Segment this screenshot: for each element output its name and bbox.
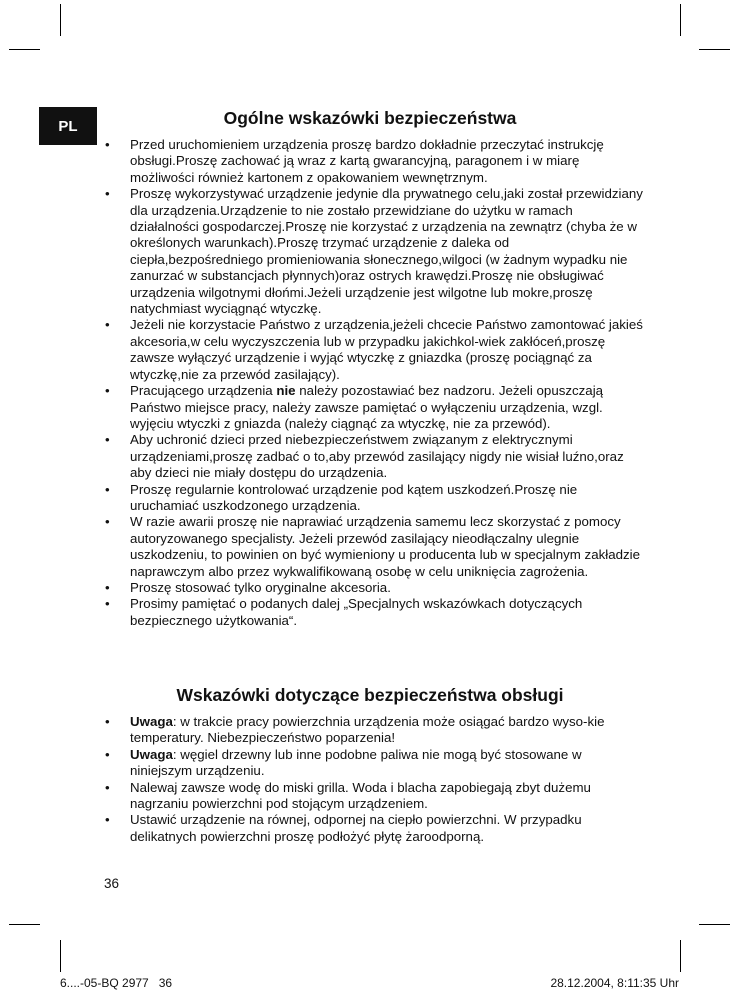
list-item xyxy=(104,317,644,383)
footer-timestamp: 28.12.2004, 8:11:35 Uhr xyxy=(550,976,679,990)
bullet-icon: • xyxy=(105,514,110,530)
bullet-icon: • xyxy=(105,812,110,828)
bullet-icon: • xyxy=(105,186,110,202)
list-item xyxy=(104,432,644,481)
bullet-icon: • xyxy=(105,714,110,729)
list-item-text: Proszę stosować tylko oryginalne akcesoria. xyxy=(130,579,391,595)
list-item xyxy=(104,383,644,432)
operating-safety-list xyxy=(104,714,644,845)
crop-mark xyxy=(699,49,730,50)
list-item-text: Aby uchronić dzieci przed niebezpieczeństwem związanym z elektrycznymi urządzeniami,proszę zadbać o to,aby przewód zasilający nigdy nie wisiał luźno,oraz aby dzieci nie miały dostępu do urządzenia. xyxy=(130,432,624,481)
bullet-icon: • xyxy=(105,432,110,448)
crop-mark xyxy=(60,4,61,36)
bullet-icon: • xyxy=(105,596,110,612)
crop-mark xyxy=(60,940,61,972)
bullet-icon: • xyxy=(105,779,110,795)
emphasis-text: nie xyxy=(276,383,296,399)
list-item xyxy=(104,514,644,580)
bullet-icon: • xyxy=(105,317,110,333)
section-title-general-safety: Ogólne wskazówki bezpieczeństwa xyxy=(223,108,517,128)
bullet-icon: • xyxy=(105,746,110,762)
crop-mark xyxy=(9,924,40,925)
crop-mark xyxy=(680,940,681,972)
section-title-operating-safety: Wskazówki dotyczące bezpieczeństwa obsługi xyxy=(176,685,564,705)
list-item xyxy=(104,714,644,747)
list-item-text: : w trakcie pracy powierzchnia urządzenia może osiągać bardzo wyso-kie temperatury. Niebezpieczeństwo poparzenia! xyxy=(130,714,605,746)
list-item-text: Ustawić urządzenie na równej, odpornej na ciepło powierzchni. W przypadku delikatnych powierzchni proszę podłożyć płytę żaroodporną. xyxy=(130,812,582,844)
emphasis-text: Uwaga xyxy=(130,746,173,762)
footer-job-id: 6....-05-BQ 2977 36 xyxy=(60,976,173,990)
language-tab: PL xyxy=(39,107,97,145)
list-item-text: Proszę regularnie kontrolować urządzenie pod kątem uszkodzeń.Proszę nie uruchamiać uszkodzonego urządzenia. xyxy=(130,481,578,513)
list-item-text: Proszę wykorzystywać urządzenie jedynie dla prywatnego celu,jaki został przewidziany dla urządzenia.Urządzenie to nie zostało przewidziane do użytku w ramach działalności gospodarczej.Proszę nie korzystać z urządzenia na zewnątrz (chyba że w określonych warunkach).Proszę trzymać urządzenie z daleka od ciepła,bezpośredniego promieniowania słonecznego,wilgoci (w żadnym wypadku nie zanurzać w substancjach płynnych)oraz ostrych krawędzi.Proszę nie obsługiwać urządzenia wilgotnymi dłońmi.Jeżeli urządzenie jest wilgotne lub mokre,proszę natychmiast wyciągnąć wtyczkę. xyxy=(130,186,643,317)
crop-mark xyxy=(680,4,681,36)
general-safety-list xyxy=(104,137,644,629)
page-number: 36 xyxy=(104,876,120,891)
list-item xyxy=(104,747,644,780)
list-item xyxy=(104,596,644,629)
crop-mark xyxy=(699,924,730,925)
bullet-icon: • xyxy=(105,383,110,399)
list-item xyxy=(104,186,644,317)
emphasis-text: Uwaga xyxy=(130,714,173,729)
bullet-icon: • xyxy=(105,137,110,152)
bullet-icon: • xyxy=(105,579,110,595)
list-item-text: Nalewaj zawsze wodę do miski grilla. Woda i blacha zapobiegają zbyt dużemu nagrzaniu powierzchni pod stojącym urządzeniem. xyxy=(130,779,591,812)
bullet-icon: • xyxy=(105,481,110,497)
list-item-text: Jeżeli nie korzystacie Państwo z urządzenia,jeżeli chcecie Państwo zamontować jakieś akcesoria,w celu wyczyszczenia lub w przypadku jakichkol-wiek zakłóceń,proszę zawsze wyłączyć urządzenie i wyjąć wtyczkę z gniazdka (proszę pociągnąć za wtyczkę,nie za przewód zasilający). xyxy=(130,317,643,382)
list-item-text: Prosimy pamiętać o podanych dalej „Specjalnych wskazówkach dotyczących bezpiecznego użytkowania“. xyxy=(130,596,583,628)
list-item xyxy=(104,812,644,845)
list-item xyxy=(104,482,644,515)
list-item-text: W razie awarii proszę nie naprawiać urządzenia samemu lecz skorzystać z pomocy autoryzowanego specjalisty. Jeżeli przewód zasilający nieodłączalny ulegnie uszkodzeniu, to powinien on być wymieniony u producenta lub w specjalnym zakładzie naprawczym albo przez wykwalifikowaną osobę w celu uniknięcia zagrożenia. xyxy=(130,514,640,579)
list-item xyxy=(104,580,644,596)
list-item xyxy=(104,780,644,813)
list-item-text: Pracującego urządzenia xyxy=(130,383,277,399)
crop-mark xyxy=(9,49,40,50)
list-item xyxy=(104,137,644,186)
list-item-text: Przed uruchomieniem urządzenia proszę bardzo dokładnie przeczytać instrukcję obsługi.Proszę zachować ją wraz z kartą gwarancyjną, paragonem i w miarę możliwości również kartonem z opakowaniem wewnętrznym. xyxy=(130,137,604,185)
list-item-text: : węgiel drzewny lub inne podobne paliwa nie mogą być stosowane w niniejszym urządzeniu. xyxy=(130,746,582,779)
list-item-text: należy pozostawiać bez nadzoru. Jeżeli opuszczają Państwo miejsce pracy, należy zawsze pamiętać o wyłączeniu urządzenia, wzgl. wyjęciu wtyczki z gniazda (należy ciągnąć za wtyczkę, nie za przewód). xyxy=(130,383,604,431)
